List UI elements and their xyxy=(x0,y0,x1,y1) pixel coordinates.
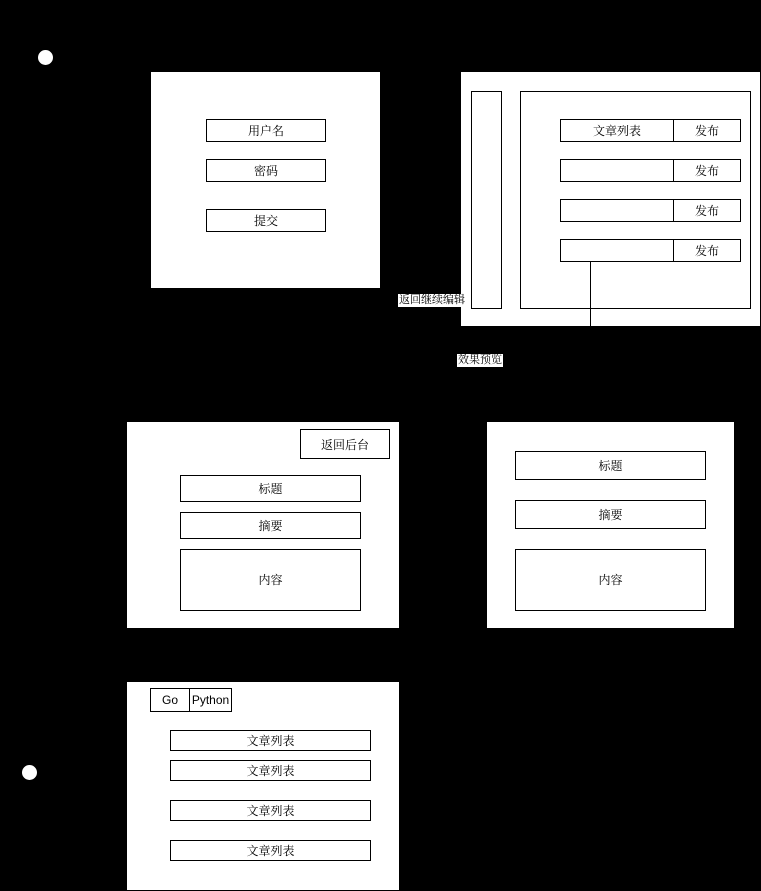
admin-row-4-publish-button[interactable]: 发布 xyxy=(694,244,719,258)
admin-row-1[interactable] xyxy=(560,119,741,142)
editor-summary-field[interactable]: 摘要 xyxy=(180,512,361,539)
frontend-list-item-3[interactable]: 文章列表 xyxy=(170,800,371,821)
password-field[interactable]: 密码 xyxy=(206,159,326,182)
editor-content-field[interactable]: 内容 xyxy=(180,549,361,611)
label-back-to-edit: 返回继续编辑 xyxy=(399,294,465,306)
frontend-list-item-1[interactable]: 文章列表 xyxy=(170,730,371,751)
connector-admin-to-preview xyxy=(590,262,591,360)
back-to-admin-button[interactable]: 返回后台 xyxy=(300,429,390,459)
label-preview: 效果预览 xyxy=(458,354,502,366)
frontend-list-item-2[interactable]: 文章列表 xyxy=(170,760,371,781)
admin-row-4[interactable] xyxy=(560,239,741,262)
admin-row-3-publish-button[interactable]: 发布 xyxy=(694,204,719,218)
editor-title-field[interactable]: 标题 xyxy=(180,475,361,502)
username-field[interactable]: 用户名 xyxy=(206,119,326,142)
preview-summary-field: 摘要 xyxy=(515,500,706,529)
tab-python[interactable]: Python xyxy=(190,688,232,712)
admin-sidebar xyxy=(471,91,502,309)
admin-row-2[interactable] xyxy=(560,159,741,182)
admin-row-2-label xyxy=(561,160,674,181)
submit-button[interactable]: 提交 xyxy=(206,209,326,232)
admin-row-1-publish-button[interactable]: 发布 xyxy=(694,124,719,138)
admin-row-3-label xyxy=(561,200,674,221)
admin-row-2-publish-button[interactable]: 发布 xyxy=(694,164,719,178)
preview-title-field: 标题 xyxy=(515,451,706,480)
admin-row-3[interactable] xyxy=(560,199,741,222)
endpoint-dot-bottom xyxy=(22,765,37,780)
tab-go[interactable]: Go xyxy=(150,688,190,712)
admin-row-4-label xyxy=(561,240,674,261)
frontend-list-item-4[interactable]: 文章列表 xyxy=(170,840,371,861)
endpoint-dot-top xyxy=(38,50,53,65)
preview-content-field: 内容 xyxy=(515,549,706,611)
frontend-tabbar xyxy=(150,688,232,712)
admin-row-1-label: 文章列表 xyxy=(561,120,674,141)
